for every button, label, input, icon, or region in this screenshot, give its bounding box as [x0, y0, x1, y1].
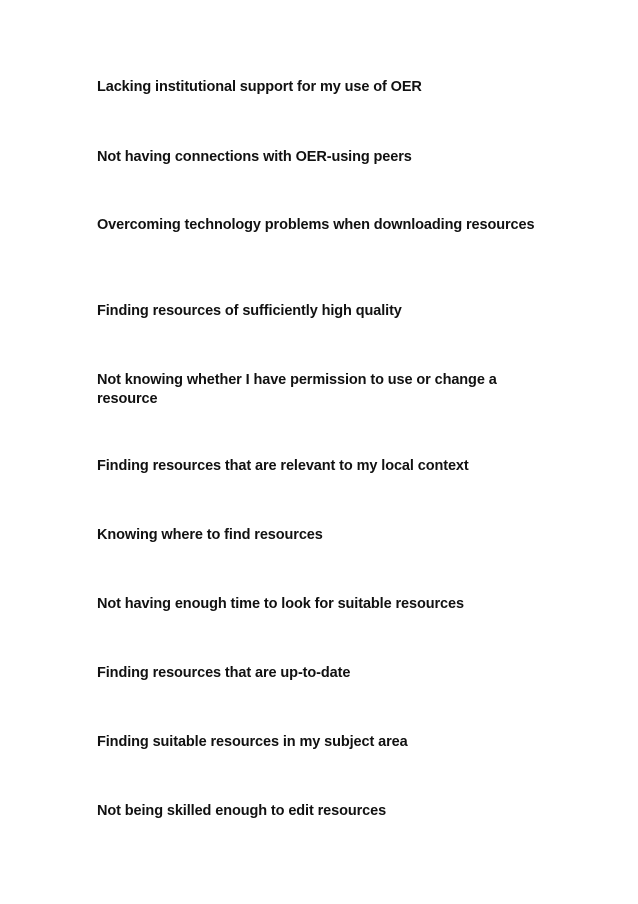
- list-item: Finding resources that are up-to-date: [97, 665, 351, 681]
- list-item: Knowing where to find resources: [97, 527, 323, 543]
- list-item: Lacking institutional support for my use of OER: [97, 79, 422, 95]
- list-item: Finding suitable resources in my subject area: [97, 734, 408, 750]
- list-item: Not being skilled enough to edit resources: [97, 803, 387, 819]
- list-item: Not knowing whether I have permission to use or change a resource: [97, 372, 497, 407]
- list-item: Not having connections with OER-using peers: [97, 149, 412, 165]
- list-item: Overcoming technology problems when downloading resources: [97, 217, 535, 233]
- list-item: Finding resources of sufficiently high quality: [97, 303, 402, 319]
- list-item: Finding resources that are relevant to my local context: [97, 458, 469, 474]
- list-item: Not having enough time to look for suitable resources: [97, 596, 464, 612]
